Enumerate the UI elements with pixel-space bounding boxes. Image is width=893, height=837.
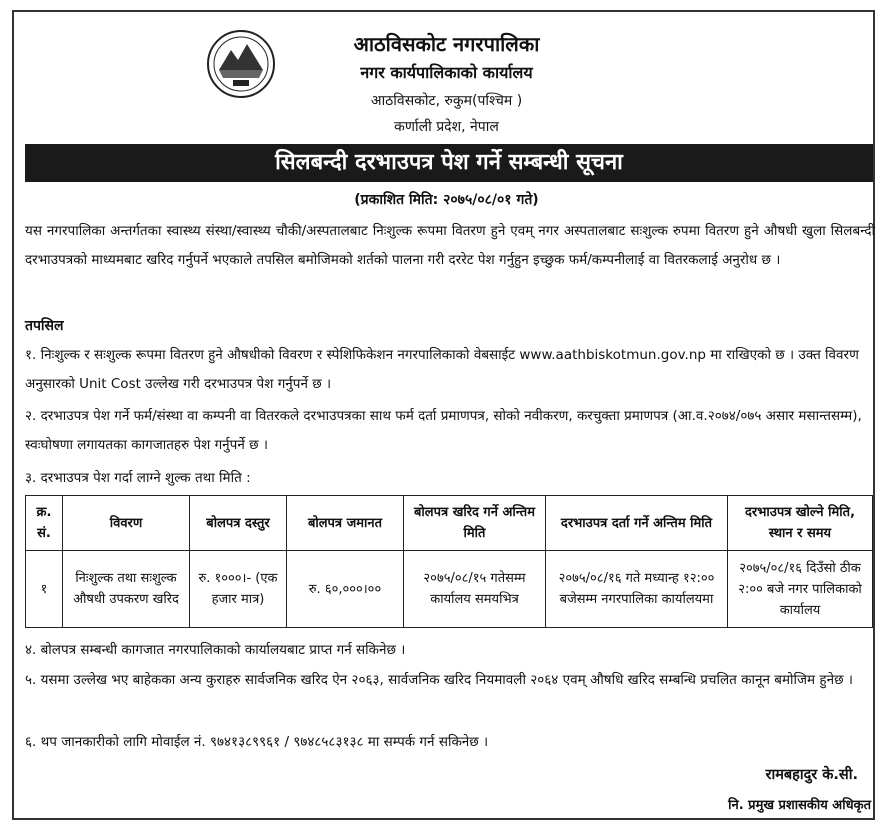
intro-paragraph: यस नगरपालिका अन्तर्गतका स्वास्थ्य संस्था/स्वास्थ्य चौकी/अस्पतालबाट निःशुल्क रूपमा वितरण हुने एवम् नगर अस्पतालबाट सःशुल्क रुपमा वितरण हुने औषधी खुला सिलबन्दी दरभाउपत्रको माध्यमबाट खरिद गर्नुपर्ने भएकाले तपसिल बमोजिमको शर्तको पालना गरी दररेट पेश गर्नुहुन इच्छुक फर्म/कम्पनीलाई वा वितरकलाई अनुरोध छ । xyxy=(25,223,875,268)
table-cell: १ xyxy=(26,551,63,628)
table-header: बोलपत्र दस्तुर xyxy=(190,496,287,551)
table-header: विवरण xyxy=(63,496,190,551)
table-cell: २०७५/०८/१६ गते मध्यान्ह १२:०० बजेसम्म नगरपालिका कार्यालयमा xyxy=(546,551,728,628)
condition-item-3: ३. दरभाउपत्र पेश गर्दा लाग्ने शुल्क तथा मिति : xyxy=(25,470,251,486)
table-cell: २०७५/०८/१५ गतेसम्म कार्यालय समयभित्र xyxy=(404,551,546,628)
province: कर्णाली प्रदेश, नेपाल xyxy=(394,119,499,135)
address: आठविसकोट, रुकुम(पश्चिम ) xyxy=(370,93,523,109)
table-header: बोलपत्र जमानत xyxy=(287,496,404,551)
condition-item-4: ४. बोलपत्र सम्बन्धी कागजात नगरपालिकाको कार्यालयबाट प्राप्त गर्न सकिनेछ । xyxy=(25,642,406,658)
condition-item-6: ६. थप जानकारीको लागि मोवाईल नं. ९७४१३८९९६१ / ९७४८५८३१३८ मा सम्पर्क गर्न सकिनेछ । xyxy=(25,734,489,750)
table-cell: रु. १०००।- (एक हजार मात्र) xyxy=(190,551,287,628)
table-row xyxy=(26,551,873,628)
condition-item-1: १. निःशुल्क र सःशुल्क रूपमा वितरण हुने औषधीको विवरण र स्पेशिफिकेशन नगरपालिकाको वेबसाईट www.aathbiskotmun.gov.np मा राखिएको छ । उक्त विवरण अनुसारको Unit Cost उल्लेख गरी दरभाउपत्र पेश गर्नुपर्ने छ । xyxy=(25,347,859,392)
signatory-name: रामबहादुर के.सी. xyxy=(765,767,858,783)
table-header: क्र. सं. xyxy=(26,496,63,551)
office-name: नगर कार्यपालिकाको कार्यालय xyxy=(360,63,533,82)
table-header: दरभाउपत्र खोल्ने मिति, स्थान र समय xyxy=(728,496,873,551)
table-header: बोलपत्र खरिद गर्ने अन्तिम मिति xyxy=(404,496,546,551)
condition-item-5: ५. यसमा उल्लेख भए बाहेकका अन्य कुराहरु सार्वजनिक खरिद ऐन २०६३, सार्वजनिक खरिद नियमावली २०६४ एवम् औषधि खरिद सम्बन्धि प्रचलित कानून बमोजिम हुनेछ । xyxy=(25,672,853,688)
org-name: आठविसकोट नगरपालिका xyxy=(353,32,540,56)
table-cell: रु. ६०,०००।०० xyxy=(287,551,404,628)
condition-item-2: २. दरभाउपत्र पेश गर्ने फर्म/संस्था वा कम्पनी वा वितरकले दरभाउपत्रका साथ फर्म दर्ता प्रमाणपत्र, सोको नवीकरण, करचुक्ता प्रमाणपत्र (आ.व.२०७४/०७५ असार मसान्तसम्म), स्वःघोषणा लगायतका कागजातहरु पेश गर्नुपर्ने छ । xyxy=(25,408,862,453)
signatory-designation: नि. प्रमुख प्रशासकीय अधिकृत xyxy=(728,798,871,813)
table-header: दरभाउपत्र दर्ता गर्ने अन्तिम मिति xyxy=(546,496,728,551)
notice-title: सिलबन्दी दरभाउपत्र पेश गर्ने सम्बन्धी सूचना xyxy=(25,144,873,182)
table-cell: निःशुल्क तथा सःशुल्क औषधी उपकरण खरिद xyxy=(63,551,190,628)
table-header-row xyxy=(26,496,873,551)
section-heading: तपसिल xyxy=(25,318,64,334)
publish-date: (प्रकाशित मिति: २०७५/०८/०१ गते) xyxy=(354,192,539,208)
table-cell: २०७५/०८/१६ दिउँसो ठीक २:०० बजे नगर पालिकाको कार्यालय xyxy=(728,551,873,628)
fee-schedule-table xyxy=(25,495,873,628)
